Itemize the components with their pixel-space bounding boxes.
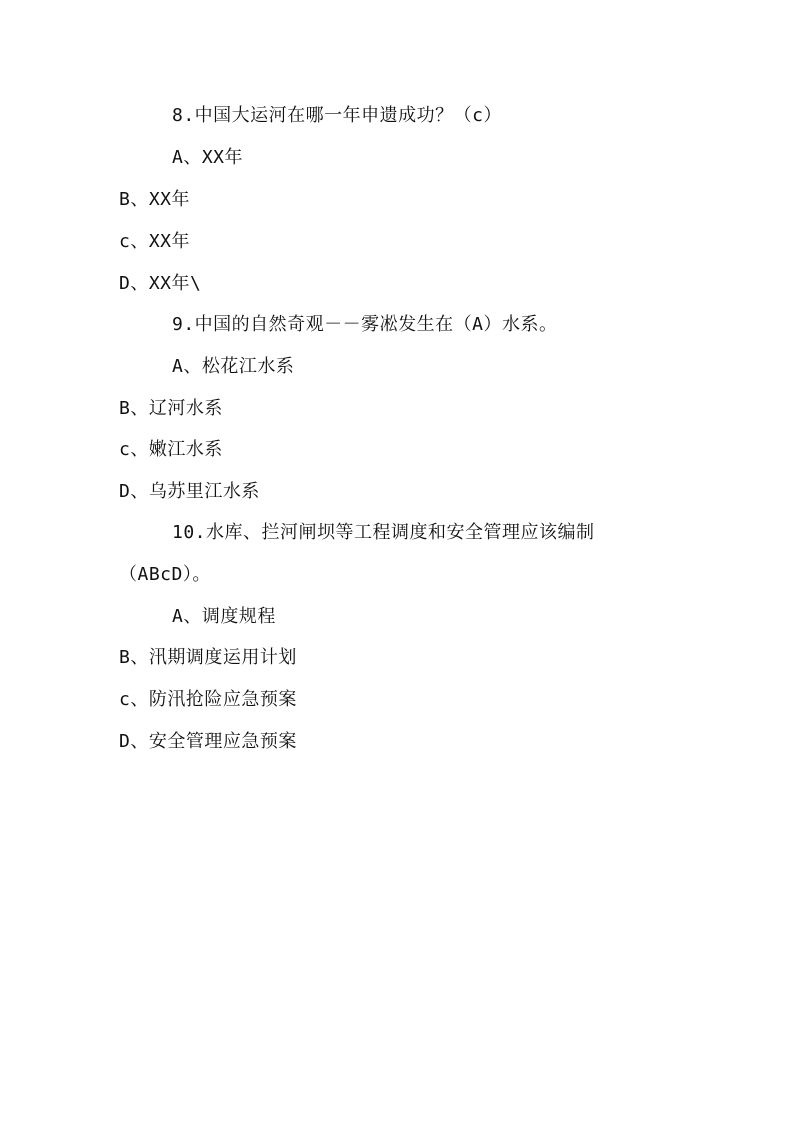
question-10-option-b: B、汛期调度运用计划 bbox=[119, 647, 297, 668]
question-10-stem-line1: 10.水库、拦河闸坝等工程调度和安全管理应该编制 bbox=[172, 522, 595, 543]
question-9-option-d: D、乌苏里江水系 bbox=[119, 481, 260, 502]
question-8-option-d: D、XX年\ bbox=[119, 273, 202, 294]
question-9-option-c: c、嫩江水系 bbox=[119, 439, 223, 460]
question-10-option-c: c、防汛抢险应急预案 bbox=[119, 689, 297, 710]
question-8-option-b: B、XX年 bbox=[119, 189, 191, 210]
question-9-stem: 9.中国的自然奇观－－雾凇发生在（A）水系。 bbox=[172, 314, 558, 335]
question-9-option-b: B、辽河水系 bbox=[119, 398, 223, 419]
question-10-stem-line2: （ABcD）。 bbox=[119, 564, 211, 585]
question-10-option-a: A、调度规程 bbox=[172, 606, 276, 627]
question-10-option-d: D、安全管理应急预案 bbox=[119, 731, 297, 752]
question-8-stem: 8.中国大运河在哪一年申遗成功？（c） bbox=[172, 105, 503, 126]
question-9-option-a: A、松花江水系 bbox=[172, 356, 295, 377]
question-8-option-c: c、XX年 bbox=[119, 231, 191, 252]
question-8-option-a: A、XX年 bbox=[172, 147, 244, 168]
